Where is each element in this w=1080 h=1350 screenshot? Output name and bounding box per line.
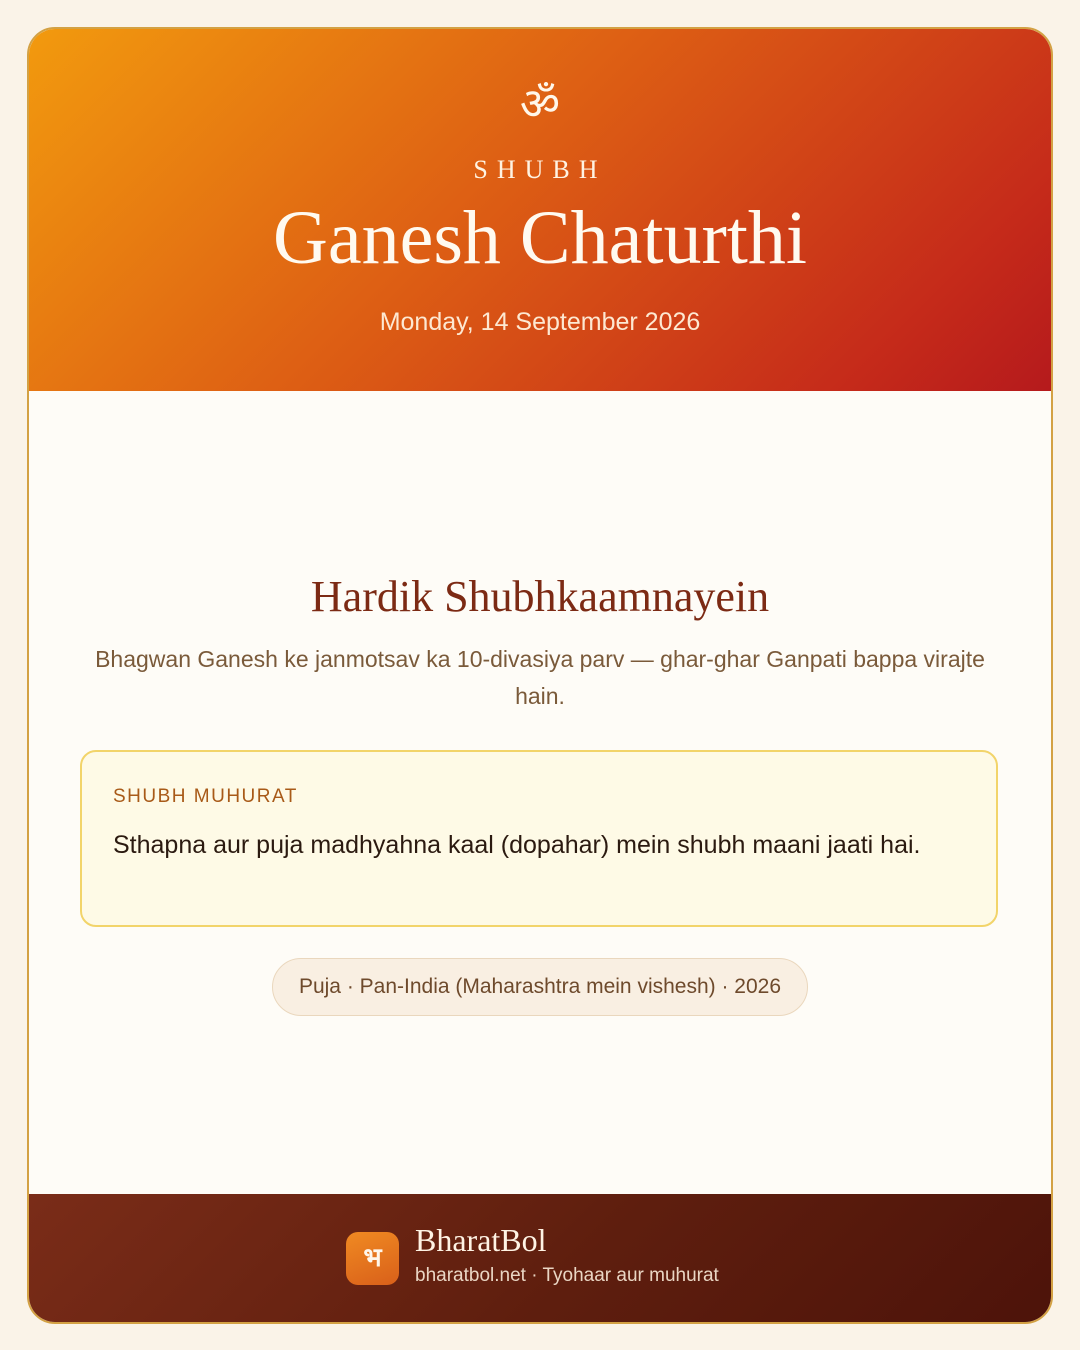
om-icon: ॐ [519,79,561,130]
muhurat-text: Sthapna aur puja madhyahna kaal (dopahar) mein shubh maani jaati hai. [113,831,921,859]
greeting-heading: Hardik Shubhkaamnayein [310,572,770,621]
festival-description: Bhagwan Ganesh ke janmotsav ka 10-divasiya parv — ghar-ghar Ganpati bappa virajte hain. [95,646,985,709]
tag-wrapper [29,958,1051,1016]
header-banner [29,29,1051,391]
festival-title: Ganesh Chaturthi [272,196,807,280]
footer [29,1194,1051,1322]
header-kicker: SHUBH [473,155,607,184]
brand-name: BharatBol [415,1222,547,1258]
category-tag: Puja · Pan-India (Maharashtra mein vishesh) · 2026 [272,958,808,1016]
festival-card [27,27,1053,1324]
muhurat-box [80,750,998,927]
brand-logo-icon: भ [346,1232,399,1285]
festival-date: Monday, 14 September 2026 [379,308,701,336]
brand-subtitle: bharatbol.net · Tyohaar aur muhurat [415,1265,719,1286]
muhurat-label: SHUBH MUHURAT [113,786,298,807]
